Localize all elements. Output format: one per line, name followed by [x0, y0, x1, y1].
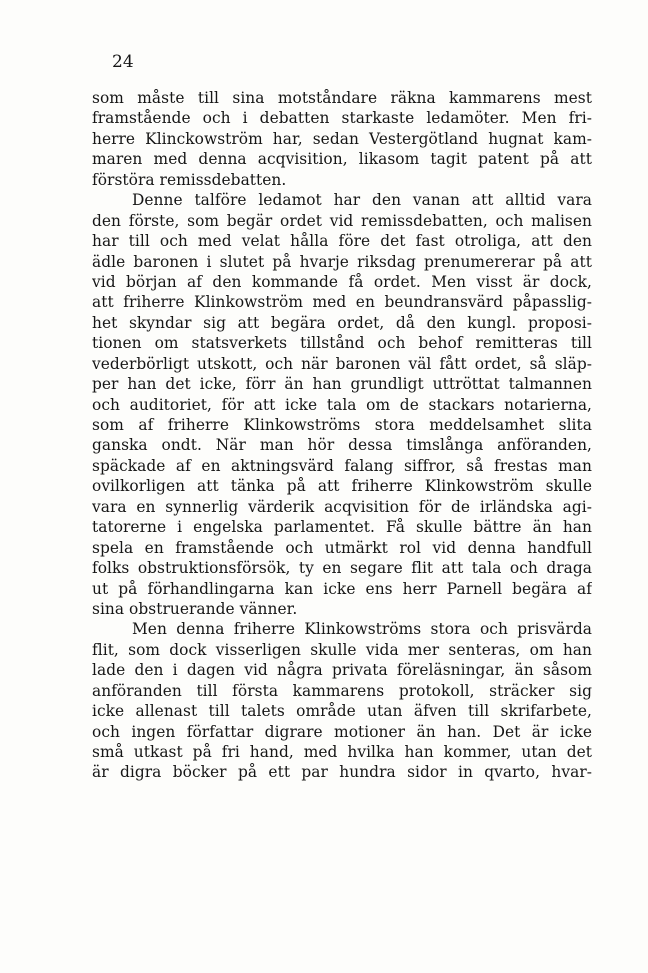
text-line: den förste, som begär ordet vid remissdebatten, och malisen [92, 211, 592, 230]
text-line: icke allenast till talets område utan äfven till skrifarbete, [92, 702, 592, 721]
text-line: tionen om statsverkets tillstånd och behof remitteras till [92, 334, 592, 353]
text-line: har till och med velat hålla före det fast otroliga, att den [92, 232, 592, 251]
text-line: vederbörligt utskott, och när baronen väl fått ordet, så släp- [92, 354, 592, 373]
text-line: flit, som dock visserligen skulle vida mer senteras, om han [92, 640, 592, 659]
text-line: spela en framstående och utmärkt rol vid denna handfull [92, 538, 592, 557]
text-line: som måste till sina motståndare räkna kammarens mest [92, 89, 592, 107]
text-line: är digra böcker på ett par hundra sidor in qvarto, hvar- [92, 763, 592, 782]
text-line: och ingen författar digrare motioner än han. Det är icke [92, 722, 592, 741]
text-line: ädle baronen i slutet på hvarje riksdag prenumererar på att [92, 252, 592, 271]
text-line: anföranden till första kammarens protokoll, sträcker sig [92, 681, 592, 700]
text-line: vid början af den kommande få ordet. Men visst är dock, [92, 272, 592, 291]
text-line: tatorerne i engelska parlamentet. Få skulle bättre än han [92, 518, 592, 537]
text-line: späckade af en aktningsvärd falang siffror, så frestas man [92, 456, 592, 475]
text-line: maren med denna acqvisition, likasom tagit patent på att [92, 150, 592, 169]
text-line: ganska ondt. När man hör dessa timslånga anföranden, [92, 436, 592, 455]
text-line: vara en synnerlig värderik acqvisition för de irländska agi- [92, 497, 592, 516]
text-line: att friherre Klinkowström med en beundransvärd påpasslig- [92, 293, 592, 312]
text-line: het skyndar sig att begära ordet, då den kungl. proposi- [92, 313, 592, 332]
text-line: ovilkorligen att tänka på att friherre Klinkowström skulle [92, 477, 592, 496]
text-line: per han det icke, förr än han grundligt uttröttat talmannen [92, 375, 592, 394]
text-line: folks obstruktionsförsök, ty en segare flit att tala och draga [92, 559, 592, 578]
text-line: små utkast på fri hand, med hvilka han kommer, utan det [92, 743, 592, 761]
paragraph-start-line: Men denna friherre Klinkowströms stora och prisvärda [132, 620, 592, 639]
body-text [92, 88, 592, 783]
text-line: förstöra remissdebatten. [92, 170, 287, 189]
text-line: ut på förhandlingarna kan icke ens herr Parnell begära af [92, 579, 592, 598]
text-line: och auditoriet, för att icke tala om de stackars notarierna, [92, 395, 592, 414]
text-line: som af friherre Klinkowströms stora meddelsamhet slita [92, 416, 592, 434]
text-line: lade den i dagen vid några privata föreläsningar, än såsom [92, 661, 592, 680]
text-line: framstående och i debatten starkaste ledamöter. Men fri- [92, 109, 592, 128]
paragraph-start-line: Denne talföre ledamot har den vanan att alltid vara [132, 191, 592, 210]
text-line: sina obstruerande vänner. [92, 599, 298, 618]
text-line: herre Klinckowström har, sedan Vestergötland hugnat kam- [92, 129, 592, 148]
page-number: 24 [112, 52, 134, 72]
